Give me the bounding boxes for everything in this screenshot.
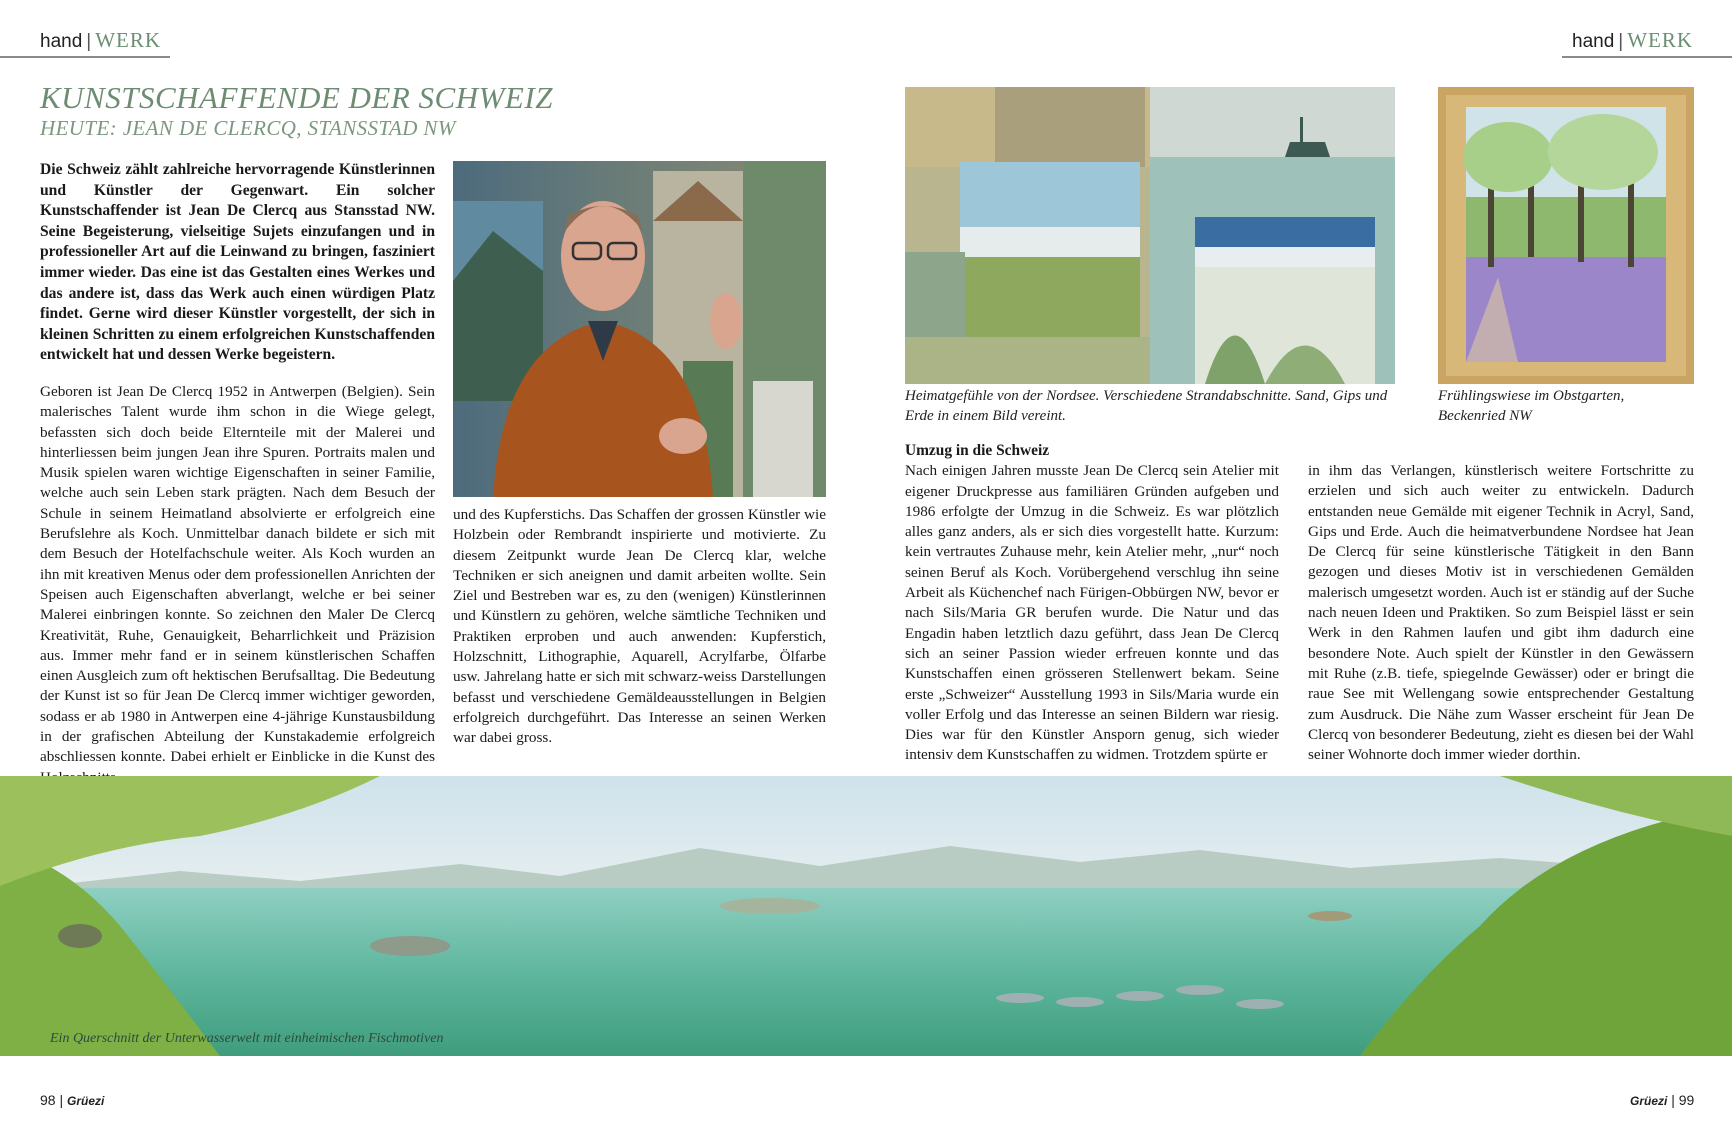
right-folio: Grüezi | 99: [1630, 1092, 1695, 1108]
body-column-1: Geboren ist Jean De Clercq 1952 in Antwerpen (Belgien). Sein malerisches Talent wurde ihm schon in die Wiege gelegt, befassten sich doch beide Elternteile mit der Malerei und hinterliessen beim jungen Jean ihre Spuren. Portraits malen und Musik spielen waren wichtige Eigenschaften in seiner Familie, welche auch sein Leben stark prägten. Nach dem Besuch der Schule in seinem Heimatland absolvierte er erfolgreich eine Berufslehre als Koch. Unmittelbar danach bildete er sich mit dem Besuch der Hotelfachschule weiter. Als Koch wurden an ihn mit kreativen Menus oder dem professionellen Anrichten der Speisen auch Eigenschaften abverlangt, welche er bei seiner Malerei einbringen konnte. So zeichnen den Maler De Clercq Kreativität, Ruhe, Genauigkeit, Beharrlichkeit und Präzision aus. Immer mehr fand er in seinem künstlerischen Schaffen einen Ausgleich zum oft hektischen Berufsalltag. Die Bedeutung der Kunst ist so für Jean De Clercq immer wichtiger geworden, sodass er ab 1980 in Antwerpen eine 4-jährige Kunstausbildung in der grafischen Abteilung der Kunstakademie erfolgreich abschliessen konnte. Dabei erhielt er Einblicke in die Kunst des: [40, 383, 435, 766]
left-page-number: 98: [40, 1092, 56, 1108]
body-column-4: in ihm das Verlangen, künstlerisch weitere Fortschritte zu erzielen und sich auch weiter zu entwickeln. Dadurch entstanden neue Gemälde mit eigener Technik in Acryl, Sand, Gips und Erde. Auch die heimatverbundene Nordsee hat Jean De Clercq für seine künstlerische Tätigkeit in den Bann gezogen und dieses Motiv ist in verschiedenen Gemälden malerisch umgesetzt worden. Auch ist er ständig auf der Suche nach neuen Ideen und Praktiken. So zum Beispiel lässt er sein Werk in den Rahmen laufen und gibt ihm dadurch eine besondere Note. Auch spielt der Künstler in den Gewässern mit Ruhe (z.B. tiefe, spiegelnde Gewässer) oder er bringt die raue See mit Wellengang sowie entsprechender Gestaltung zum Ausdruck. Die Nähe zum Wasser erscheint für Jean De Clercq von besonderer Bedeutung, zieht es diesen bei der Wahl seiner Wohnorte doch immer wieder dorthin.: [1308, 462, 1694, 764]
right-head-rule: [1562, 56, 1732, 58]
left-magazine-name: Grüezi: [67, 1094, 105, 1108]
body-column-3-text: Nach einigen Jahren musste Jean De Clercq sein Atelier mit eigener Druckpresse aus familiären Gründen aufgeben und 1986 erfolgte der Umzug in die Schweiz. Es war plötzlich alles ganz anders, als er sich dies vorgestellt hatte. Kurzum: kein vertrautes Zuhause mehr, kein Atelier mehr, „nur“ noch seinen Beruf als Koch. Vorübergehend verschlug ihn seine Arbeit als Küchenchef nach Fürigen-Obbürgen NW, bevor er nach Sils/Maria GR berufen wurde. Die Natur und das Engadin haben letztlich dazu geführt, dass Jean De Clercq sich an seiner Passion wieder erfreuen konnte und das Kunstschaffen einen grösseren Stellenwert bekam. Seine erste „Schweizer“ Ausstellung 1993 in Sils/Maria wurde ein voller Erfolg und das Interesse an seinen Bildern war riesig. Dies war für den Künstler Ansporn genug, sich wieder intensiv dem Kunstschaffen zu widmen. Trotzdem spürte er: [905, 462, 1279, 764]
right-runhead-section: WERK: [1627, 28, 1694, 52]
section-subhead: Umzug in die Schweiz: [905, 442, 1050, 459]
fruehlingswiese-caption: Frühlingswiese im Obstgarten, Beckenried NW: [1438, 388, 1625, 424]
left-head-rule: [0, 56, 170, 58]
left-folio: 98 | Grüezi: [40, 1092, 105, 1108]
left-runhead-brand: hand: [40, 31, 83, 52]
fruehlingswiese-painting: [1438, 87, 1694, 384]
panorama-caption: Ein Querschnitt der Unterwasserwelt mit einheimischen Fischmotiven: [50, 1031, 444, 1046]
right-magazine-name: Grüezi: [1630, 1094, 1668, 1108]
right-page-number: 99: [1678, 1092, 1695, 1108]
left-runhead-section: WERK: [95, 28, 162, 52]
body-column-3: [905, 441, 1279, 766]
nordsee-collage-painting: [905, 87, 1395, 384]
nordsee-caption: Heimatgefühle von der Nordsee. Verschiedene Strandabschnitte. Sand, Gips und Erde in einem Bild vereint.: [905, 388, 1388, 424]
right-running-head: hand | WERK: [1572, 28, 1694, 52]
article-subtitle: HEUTE: JEAN DE CLERCQ, STANSSTAD NW: [40, 116, 456, 140]
artist-portrait-photo: [453, 161, 826, 497]
right-runhead-brand: hand: [1572, 31, 1615, 52]
article-title: KUNSTSCHAFFENDE DER SCHWEIZ: [40, 80, 553, 115]
body-column-2: und des Kupferstichs. Das Schaffen der grossen Künstler wie Holzbein oder Rembrandt inspirierte und motivierte. Zu diesem Zeitpunkt wurde Jean De Clercq klar, welche Techniken er sich aneignen und damit arbeiten wollte. Sein Ziel und Bestreben war es, zu den (wenigen) Künstlerinnen und Künstlern zu gehören, welche sämtliche Techniken und Praktiken erproben und auch anwenden: Kupferstich, Holzschnitt, Lithographie, Aquarell, Acrylfarbe, Ölfarbe usw. Jahrelang hatte er sich mit schwarz-weiss Darstellungen befasst und verschiedene Gemäldeausstellungen in Belgien erfolgreich durchgeführt. Das Interesse an seinen Werken war dabei gross.: [453, 506, 826, 747]
left-running-head: hand | WERK: [40, 28, 162, 52]
underwater-panorama-painting: [0, 776, 1732, 1056]
lead-paragraph: Die Schweiz zählt zahlreiche hervorragende Künstlerinnen und Künstler der Gegenwart. Ein solcher Kunstschaffender ist Jean De Clercq aus Stansstad NW. Seine Begeisterung, vielseitige Sujets einzufangen und in professioneller Art auf die Leinwand zu bringen, fasziniert immer wieder. Das eine ist das Gestalten eines Werkes und das andere ist, dass das Werk auch einen würdigen Platz findet. Gerne wird dieser Künstler vorgestellt, der sich in kleinen Schritten zu einem erfolgreichen Kunstschaffenden entwickelt hat und dessen Werke begeistern.: [40, 161, 435, 364]
